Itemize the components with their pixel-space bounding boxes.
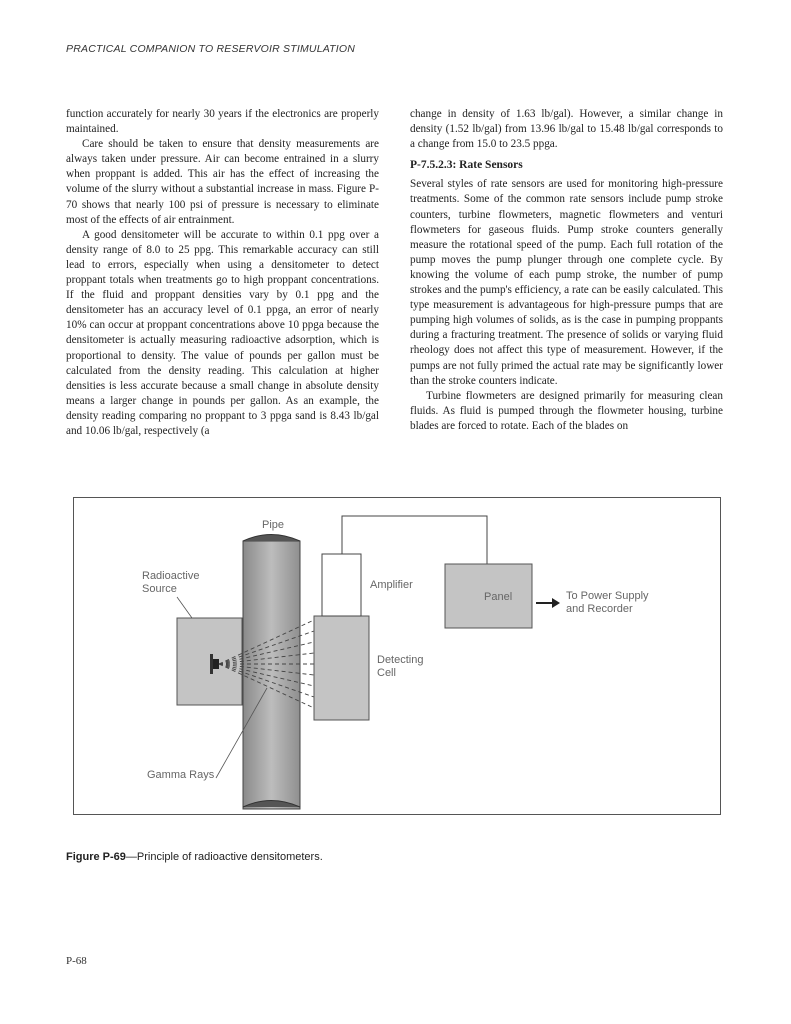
paragraph: function accurately for nearly 30 years if the electronics are properly maintained. [66, 108, 379, 136]
section-heading: P-7.5.2.3: Rate Sensors [410, 159, 523, 172]
figure-caption-text: —Principle of radioactive densitometers. [125, 851, 323, 863]
radioactive-source-label-line1: Radioactive [142, 570, 200, 582]
source-housing [177, 618, 242, 705]
figure-densitometer-diagram [73, 497, 721, 815]
left-column [66, 107, 379, 439]
gamma-rays-label: Gamma Rays [147, 769, 215, 781]
amplifier-label: Amplifier [370, 579, 413, 591]
radioactive-source-label-line2: Source [142, 583, 177, 595]
output-arrow-head [552, 598, 560, 608]
paragraph: Several styles of rate sensors are used for monitoring high-pressure treatments. Some of the common rate sensors include pump stroke counters, turbine flowmeters, magnetic flowmeters and venturi flowmeters for gaseous fluids. Pump stroke counters generally measure the rotational speed of the pump. Each full rotation of the pump moves the pump plunger through one complete cycle. By knowing the volume of each pump stroke, the number of pump strokes and the pump's efficiency, a rate can be easily calculated. This type measurement is advantageous for high-pressure pumps that are pumping high volumes of solids, as is the case in pumping proppants during a fracturing treatment. The presence of solids or varying fluid rheology does not affect this type of measurement. However, if the pumps are not fully primed the actual rate may be significantly lower than the stroke counters indicate. [410, 178, 723, 387]
pipe-top-end [243, 535, 300, 542]
source-emitter [213, 659, 219, 669]
paragraph: Turbine flowmeters are designed primarily for measuring clean fluids. As fluid is pumped through the flowmeter housing, turbine blades are forced to rotate. Each of the blades on [410, 389, 723, 432]
running-head: PRACTICAL COMPANION TO RESERVOIR STIMULATION [66, 43, 356, 55]
detecting-cell [314, 616, 369, 720]
output-label-line2: and Recorder [566, 603, 633, 615]
figure-caption [66, 851, 323, 863]
source-emitter-mount [210, 654, 213, 674]
amplifier-to-panel-wire [342, 516, 487, 564]
right-column [410, 107, 723, 434]
paragraph: Care should be taken to ensure that density measurements are always taken under pressure. Air can become entrained in a slurry when proppant is added. This air has the effect of increasing the volume of the slurry without a substantial increase in mass. Figure P-70 shows that nearly 100 psi of pressure is necessary to eliminate most of the effects of air entrainment. [66, 138, 379, 226]
amplifier-box [322, 554, 361, 616]
paragraph: change in density of 1.63 lb/gal). However, a similar change in density (1.52 lb/gal) from 13.96 lb/gal to 15.48 lb/gal corresponds to a change from 15.0 to 23.5 ppga. [410, 108, 723, 151]
panel-label: Panel [484, 591, 513, 603]
figure-number: Figure P-69 [66, 851, 126, 863]
source-leader-line [177, 597, 192, 618]
pipe-label: Pipe [262, 519, 285, 531]
page-number: P-68 [66, 955, 87, 967]
paragraph: A good densitometer will be accurate to within 0.1 ppg over a density range of 8.0 to 25 ppg. This remarkable accuracy can still lead to errors, especially when using a densitometer to detect proppant totals when treatments go to high proppant concentrations. If the fluid and proppant densities vary by 0.1 ppg and the densitometer has an accuracy level of 0.1 ppga, an error of nearly 10% can occur at proppant concentrations above 10 ppga because the densitometer is actually measuring radioactive adsorption, which is proportional to density. The value of pounds per gallon must be calculated from the density reading. This calculation at higher densities is less accurate because a small change in absolute density means a larger change in pounds per gallon. As an example, the density reading comparing no proppant to 3 ppga sand is 8.43 lb/gal and 10.06 lb/gal, respectively (a [66, 228, 379, 437]
detecting-cell-label-line1: Detecting [377, 654, 424, 666]
pipe [243, 541, 300, 809]
detecting-cell-label-line2: Cell [377, 667, 396, 679]
output-label-line1: To Power Supply [566, 590, 649, 602]
densitometer-diagram [74, 498, 720, 814]
